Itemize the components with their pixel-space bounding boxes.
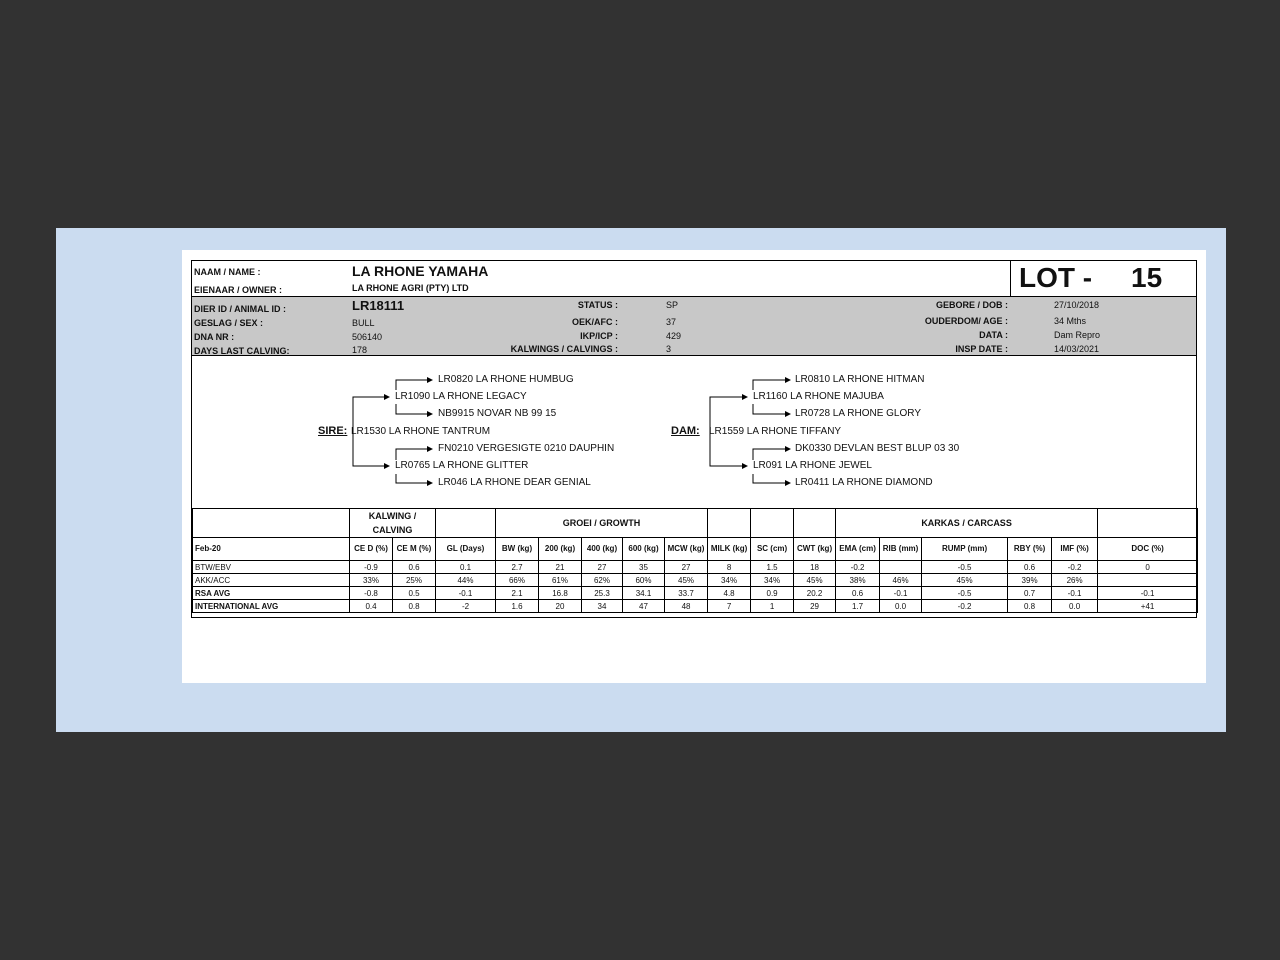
- table-cell: 4.8: [708, 587, 751, 600]
- table-cell: 25.3: [582, 587, 623, 600]
- table-cell: 33%: [350, 574, 393, 587]
- table-cell: 34%: [708, 574, 751, 587]
- table-cell: -0.2: [836, 561, 880, 574]
- table-cell: -0.1: [1052, 587, 1098, 600]
- table-row: [193, 600, 1198, 613]
- lot-number: 15: [1131, 262, 1163, 293]
- table-cell: 39%: [1008, 574, 1052, 587]
- table-cell: 27: [665, 561, 708, 574]
- col-header: CWT (kg): [794, 538, 836, 561]
- sire-dam: LR0765 LA RHONE GLITTER: [395, 460, 529, 471]
- table-cell: 8: [708, 561, 751, 574]
- dna-label: DNA NR :: [194, 332, 235, 342]
- table-cell: 0.6: [836, 587, 880, 600]
- table-cell: 1: [751, 600, 794, 613]
- insp-value: 14/03/2021: [1054, 344, 1100, 354]
- table-cell: 0.0: [880, 600, 922, 613]
- table-cell: -2: [436, 600, 496, 613]
- ikp-value: 429: [666, 331, 682, 341]
- table-cell: 2.7: [496, 561, 539, 574]
- table-cell: 61%: [539, 574, 582, 587]
- animal-name: LA RHONE YAMAHA: [352, 263, 489, 279]
- table-cell: 25%: [393, 574, 436, 587]
- table-cell: [1098, 574, 1198, 587]
- row-label: BTW/EBV: [193, 561, 350, 574]
- info-bar: [192, 296, 1196, 356]
- col-header: CE M (%): [393, 538, 436, 561]
- calvings-label: KALWINGS / CALVINGS :: [510, 344, 618, 354]
- col-header: MILK (kg): [708, 538, 751, 561]
- table-cell: 0.5: [393, 587, 436, 600]
- col-header: RBY (%): [1008, 538, 1052, 561]
- table-cell: 0.4: [350, 600, 393, 613]
- table-cell: 48: [665, 600, 708, 613]
- table-cell: +41: [1098, 600, 1198, 613]
- table-cell: -0.1: [436, 587, 496, 600]
- table-row: [193, 587, 1198, 600]
- col-header: BW (kg): [496, 538, 539, 561]
- dam-name: LR1559 LA RHONE TIFFANY: [709, 426, 842, 437]
- group-carcass: KARKAS / CARCASS: [836, 509, 1098, 538]
- period-label: Feb-20: [193, 538, 350, 561]
- table-cell: 34.1: [623, 587, 665, 600]
- table-cell: 35: [623, 561, 665, 574]
- sire-dam-sire: FN0210 VERGESIGTE 0210 DAUPHIN: [438, 443, 615, 454]
- col-header: RIB (mm): [880, 538, 922, 561]
- table-cell: 0.6: [1008, 561, 1052, 574]
- name-label: NAAM / NAME :: [194, 267, 261, 277]
- insp-label: INSP DATE :: [955, 344, 1008, 354]
- table-row: [193, 561, 1198, 574]
- table-cell: 0.6: [393, 561, 436, 574]
- table-cell: 45%: [794, 574, 836, 587]
- table-cell: 2.1: [496, 587, 539, 600]
- dam-dam-sire: DK0330 DEVLAN BEST BLUP 03 30: [795, 443, 960, 454]
- owner-label: EIENAAR / OWNER :: [194, 285, 283, 295]
- group-growth: GROEI / GROWTH: [496, 509, 708, 538]
- table-cell: 33.7: [665, 587, 708, 600]
- row-label: AKK/ACC: [193, 574, 350, 587]
- table-cell: 0: [1098, 561, 1198, 574]
- table-cell: -0.1: [880, 587, 922, 600]
- oek-label: OEK/AFC :: [572, 317, 618, 327]
- col-header: 400 (kg): [582, 538, 623, 561]
- dna-value: 506140: [352, 332, 383, 342]
- table-cell: -0.8: [350, 587, 393, 600]
- col-header: GL (Days): [436, 538, 496, 561]
- sire-name: LR1530 LA RHONE TANTRUM: [351, 426, 491, 437]
- table-cell: 38%: [836, 574, 880, 587]
- table-cell: 44%: [436, 574, 496, 587]
- dob-value: 27/10/2018: [1054, 300, 1100, 310]
- col-header: EMA (cm): [836, 538, 880, 561]
- table-cell: 29: [794, 600, 836, 613]
- table-cell: 46%: [880, 574, 922, 587]
- sex-value: BULL: [352, 318, 375, 328]
- table-row: [193, 574, 1198, 587]
- dob-label: GEBORE / DOB :: [935, 300, 1008, 310]
- dam-dam: LR091 LA RHONE JEWEL: [753, 460, 872, 471]
- table-cell: 34: [582, 600, 623, 613]
- col-header: SC (cm): [751, 538, 794, 561]
- col-header: IMF (%): [1052, 538, 1098, 561]
- table-cell: 45%: [665, 574, 708, 587]
- calvings-value: 3: [666, 344, 672, 354]
- table-cell: 0.0: [1052, 600, 1098, 613]
- days-value: 178: [352, 345, 368, 355]
- animal-id-label: DIER ID / ANIMAL ID :: [194, 304, 286, 314]
- dam-sire: LR1160 LA RHONE MAJUBA: [753, 391, 884, 402]
- table-cell: [880, 561, 922, 574]
- table-cell: 20: [539, 600, 582, 613]
- col-header: 600 (kg): [623, 538, 665, 561]
- data-value: Dam Repro: [1054, 330, 1101, 340]
- table-cell: -0.9: [350, 561, 393, 574]
- oek-value: 37: [666, 317, 677, 327]
- table-cell: -0.5: [922, 587, 1008, 600]
- table-cell: 20.2: [794, 587, 836, 600]
- ebv-table: [192, 508, 1198, 613]
- sex-label: GESLAG / SEX :: [194, 318, 264, 328]
- table-cell: 16.8: [539, 587, 582, 600]
- dam-label: DAM:: [671, 425, 700, 437]
- column-header-row: [193, 538, 1198, 561]
- row-label: RSA AVG: [193, 587, 350, 600]
- table-cell: 0.8: [1008, 600, 1052, 613]
- table-cell: 0.1: [436, 561, 496, 574]
- table-cell: -0.2: [1052, 561, 1098, 574]
- table-cell: 1.5: [751, 561, 794, 574]
- table-cell: 1.7: [836, 600, 880, 613]
- table-cell: 0.9: [751, 587, 794, 600]
- table-cell: 47: [623, 600, 665, 613]
- sire-sire-sire: LR0820 LA RHONE HUMBUG: [438, 374, 574, 385]
- table-cell: 26%: [1052, 574, 1098, 587]
- table-cell: 7: [708, 600, 751, 613]
- table-cell: -0.2: [922, 600, 1008, 613]
- table-cell: 66%: [496, 574, 539, 587]
- col-header: CE D (%): [350, 538, 393, 561]
- status-label: STATUS :: [577, 300, 618, 310]
- col-header: RUMP (mm): [922, 538, 1008, 561]
- group-calving: KALWING / CALVING: [350, 509, 436, 538]
- lot-label: LOT -: [1019, 262, 1093, 293]
- table-cell: -0.1: [1098, 587, 1198, 600]
- table-cell: -0.5: [922, 561, 1008, 574]
- animal-card: [191, 260, 1197, 618]
- sire-dam-dam: LR046 LA RHONE DEAR GENIAL: [438, 477, 591, 488]
- dam-sire-sire: LR0810 LA RHONE HITMAN: [795, 374, 925, 385]
- table-cell: 27: [582, 561, 623, 574]
- animal-id-value: LR18111: [352, 298, 405, 313]
- sire-sire: LR1090 LA RHONE LEGACY: [395, 391, 527, 402]
- table-cell: 62%: [582, 574, 623, 587]
- dam-sire-dam: LR0728 LA RHONE GLORY: [795, 408, 921, 419]
- days-label: DAYS LAST CALVING:: [194, 346, 290, 356]
- lot-sheet: [182, 250, 1206, 683]
- col-header: 200 (kg): [539, 538, 582, 561]
- dam-dam-dam: LR0411 LA RHONE DIAMOND: [795, 477, 933, 488]
- age-label: OUDERDOM/ AGE :: [924, 316, 1008, 326]
- table-cell: 34%: [751, 574, 794, 587]
- table-cell: 45%: [922, 574, 1008, 587]
- sire-sire-dam: NB9915 NOVAR NB 99 15: [438, 408, 557, 419]
- table-cell: 1.6: [496, 600, 539, 613]
- blank-corner: [193, 509, 350, 538]
- col-header: MCW (kg): [665, 538, 708, 561]
- owner-value: LA RHONE AGRI (PTY) LTD: [352, 283, 469, 293]
- sire-label: SIRE:: [318, 425, 348, 437]
- ikp-label: IKP/ICP :: [580, 331, 618, 341]
- table-cell: 60%: [623, 574, 665, 587]
- row-label: INTERNATIONAL AVG: [193, 600, 350, 613]
- table-cell: 21: [539, 561, 582, 574]
- data-label: DATA :: [979, 330, 1008, 340]
- table-cell: 0.8: [393, 600, 436, 613]
- table-cell: 0.7: [1008, 587, 1052, 600]
- table-cell: 18: [794, 561, 836, 574]
- status-value: SP: [666, 300, 679, 310]
- lot-box: [1010, 261, 1197, 296]
- col-header: DOC (%): [1098, 538, 1198, 561]
- age-value: 34 Mths: [1054, 316, 1087, 326]
